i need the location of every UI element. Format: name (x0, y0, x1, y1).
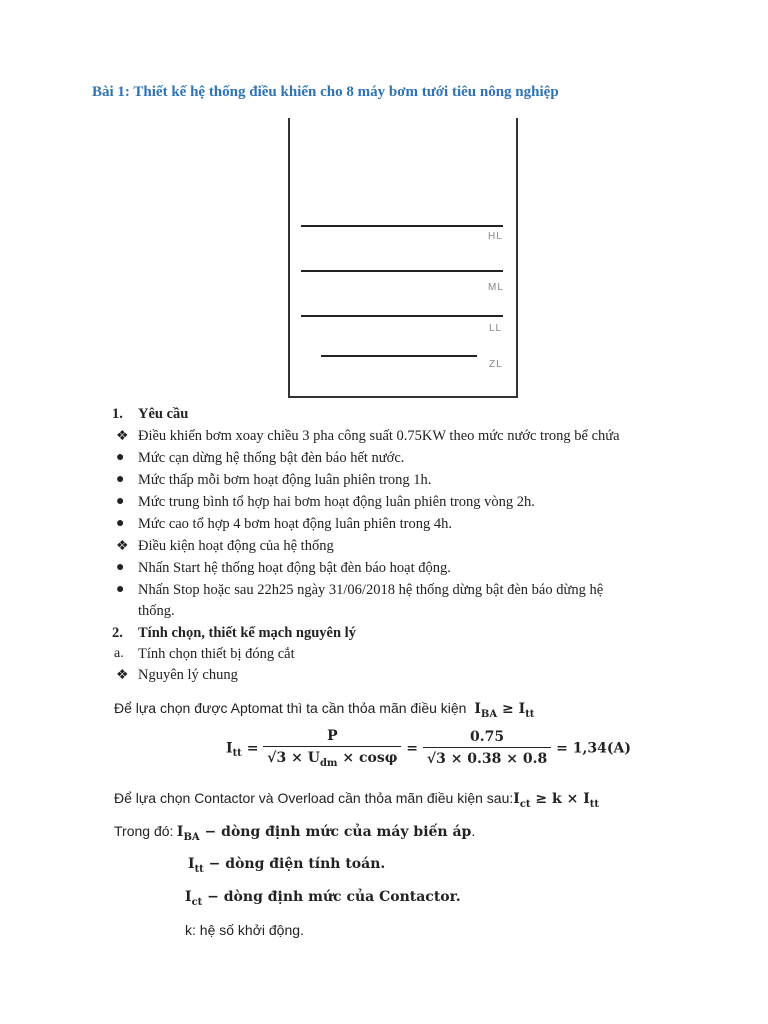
definition-1 (114, 823, 475, 843)
condition-formula (474, 701, 535, 720)
bullet-diamond-icon: ❖ (116, 429, 129, 444)
level-label-zl: ZL (489, 359, 503, 370)
denominator-part: × cosφ (337, 750, 398, 766)
formula-symbol: I (185, 889, 192, 905)
list-item: Mức cạn dừng hệ thống bật đèn báo hết nước. (138, 450, 405, 466)
definition-2 (188, 856, 385, 875)
section1-heading: Yêu cầu (138, 406, 189, 422)
formula-fraction-2 (423, 729, 551, 767)
fraction-numerator: 0.75 (470, 729, 505, 746)
level-label-ll: LL (489, 323, 503, 334)
list-item: Điều kiện hoạt động của hệ thống (138, 538, 334, 554)
level-line-ll (301, 315, 503, 317)
condition-formula (513, 791, 600, 810)
aptomat-condition (114, 700, 534, 720)
definition-end: . (471, 823, 476, 839)
formula-expression: ≥ k × I (530, 791, 590, 807)
formula-symbol: I (188, 856, 195, 872)
bullet-diamond-icon: ❖ (116, 539, 129, 554)
formula-subscript: tt (589, 798, 600, 810)
tank-wall-bottom (288, 396, 518, 398)
water-tank-diagram (288, 118, 518, 398)
definitions-intro: Trong đó: (114, 823, 174, 839)
formula-subscript: tt (525, 708, 535, 720)
formula-subscript: ct (519, 798, 531, 810)
formula-symbol: I (474, 701, 481, 717)
fraction-denominator: √3 × 0.38 × 0.8 (423, 747, 551, 767)
list-item: Mức trung bình tổ hợp hai bơm hoạt động luân phiên trong vòng 2h. (138, 494, 535, 510)
list-item: Điều khiển bơm xoay chiều 3 pha công suất 0.75KW theo mức nước trong bể chứa (138, 428, 620, 444)
definition-3 (185, 889, 461, 908)
definition-4: k: hệ số khởi động. (185, 922, 304, 938)
contactor-condition-text: Để lựa chọn Contactor và Overload cần thỏa mãn điều kiện sau: (114, 790, 514, 806)
list-item: Nhấn Start hệ thống hoạt động bật đèn báo hoạt động. (138, 560, 451, 576)
level-line-ml (301, 270, 503, 272)
list-item: Mức thấp mỗi bơm hoạt động luân phiên trong 1h. (138, 472, 432, 488)
bullet-dot-icon: ● (116, 472, 125, 487)
formula-symbol: I (226, 740, 233, 757)
level-line-zl (321, 355, 477, 357)
formula-operator: = (406, 740, 419, 757)
formula-symbol: I (513, 791, 520, 807)
formula-subscript: ct (191, 896, 203, 908)
definition-text: − dòng định mức của Contactor. (202, 889, 461, 905)
level-label-hl: HL (488, 231, 503, 242)
bullet-dot-icon: ● (116, 582, 125, 597)
formula-subscript: BA (480, 708, 498, 720)
list-item: Mức cao tổ hợp 4 bơm hoạt động luân phiên trong 4h. (138, 516, 452, 532)
sub-item-a: Tính chọn thiết bị đóng cắt (138, 646, 295, 662)
definition-text: − dòng điện tính toán. (203, 856, 386, 872)
section2-heading: Tính chọn, thiết kế mạch nguyên lý (138, 625, 356, 641)
formula-subscript: tt (232, 748, 242, 760)
sub-item-b: Nguyên lý chung (138, 667, 238, 683)
formula-fraction-1 (263, 728, 401, 769)
formula-subscript: tt (194, 863, 204, 875)
current-formula (226, 728, 631, 769)
formula-subscript: dm (319, 757, 338, 769)
formula-result: = 1,34(A) (556, 740, 631, 757)
aptomat-condition-text: Để lựa chọn được Aptomat thì ta cần thỏa mãn điều kiện (114, 700, 467, 716)
section2-number: 2. (112, 625, 123, 641)
list-item: Nhấn Stop hoặc sau 22h25 ngày 31/06/2018 hệ thống dừng bật đèn báo dừng hệ (138, 582, 604, 598)
tank-wall-right (516, 118, 518, 398)
page-title: Bài 1: Thiết kế hệ thống điều khiển cho 8 máy bơm tưới tiêu nông nghiệp (92, 84, 559, 100)
denominator-part: √3 × U (267, 750, 320, 766)
definition-symbol (176, 824, 472, 843)
fraction-denominator (263, 746, 401, 769)
bullet-dot-icon: ● (116, 450, 125, 465)
level-label-ml: ML (488, 282, 504, 293)
bullet-dot-icon: ● (116, 560, 125, 575)
bullet-dot-icon: ● (116, 494, 125, 509)
bullet-dot-icon: ● (116, 516, 125, 531)
section1-number: 1. (112, 406, 123, 422)
sub-item-marker: a. (114, 646, 124, 661)
formula-symbol: I (176, 824, 184, 840)
formula-symbol: I (518, 701, 526, 717)
fraction-numerator: P (327, 728, 338, 744)
contactor-condition (114, 790, 599, 810)
tank-wall-left (288, 118, 290, 398)
level-line-hl (301, 225, 503, 227)
list-item-continuation: thống. (138, 603, 175, 619)
formula-operator: = (246, 740, 259, 757)
bullet-diamond-icon: ❖ (116, 668, 129, 683)
formula-operator: ≥ (502, 701, 514, 717)
formula-subscript: BA (183, 831, 200, 843)
definition-text: − dòng định mức của máy biến áp (199, 824, 472, 840)
